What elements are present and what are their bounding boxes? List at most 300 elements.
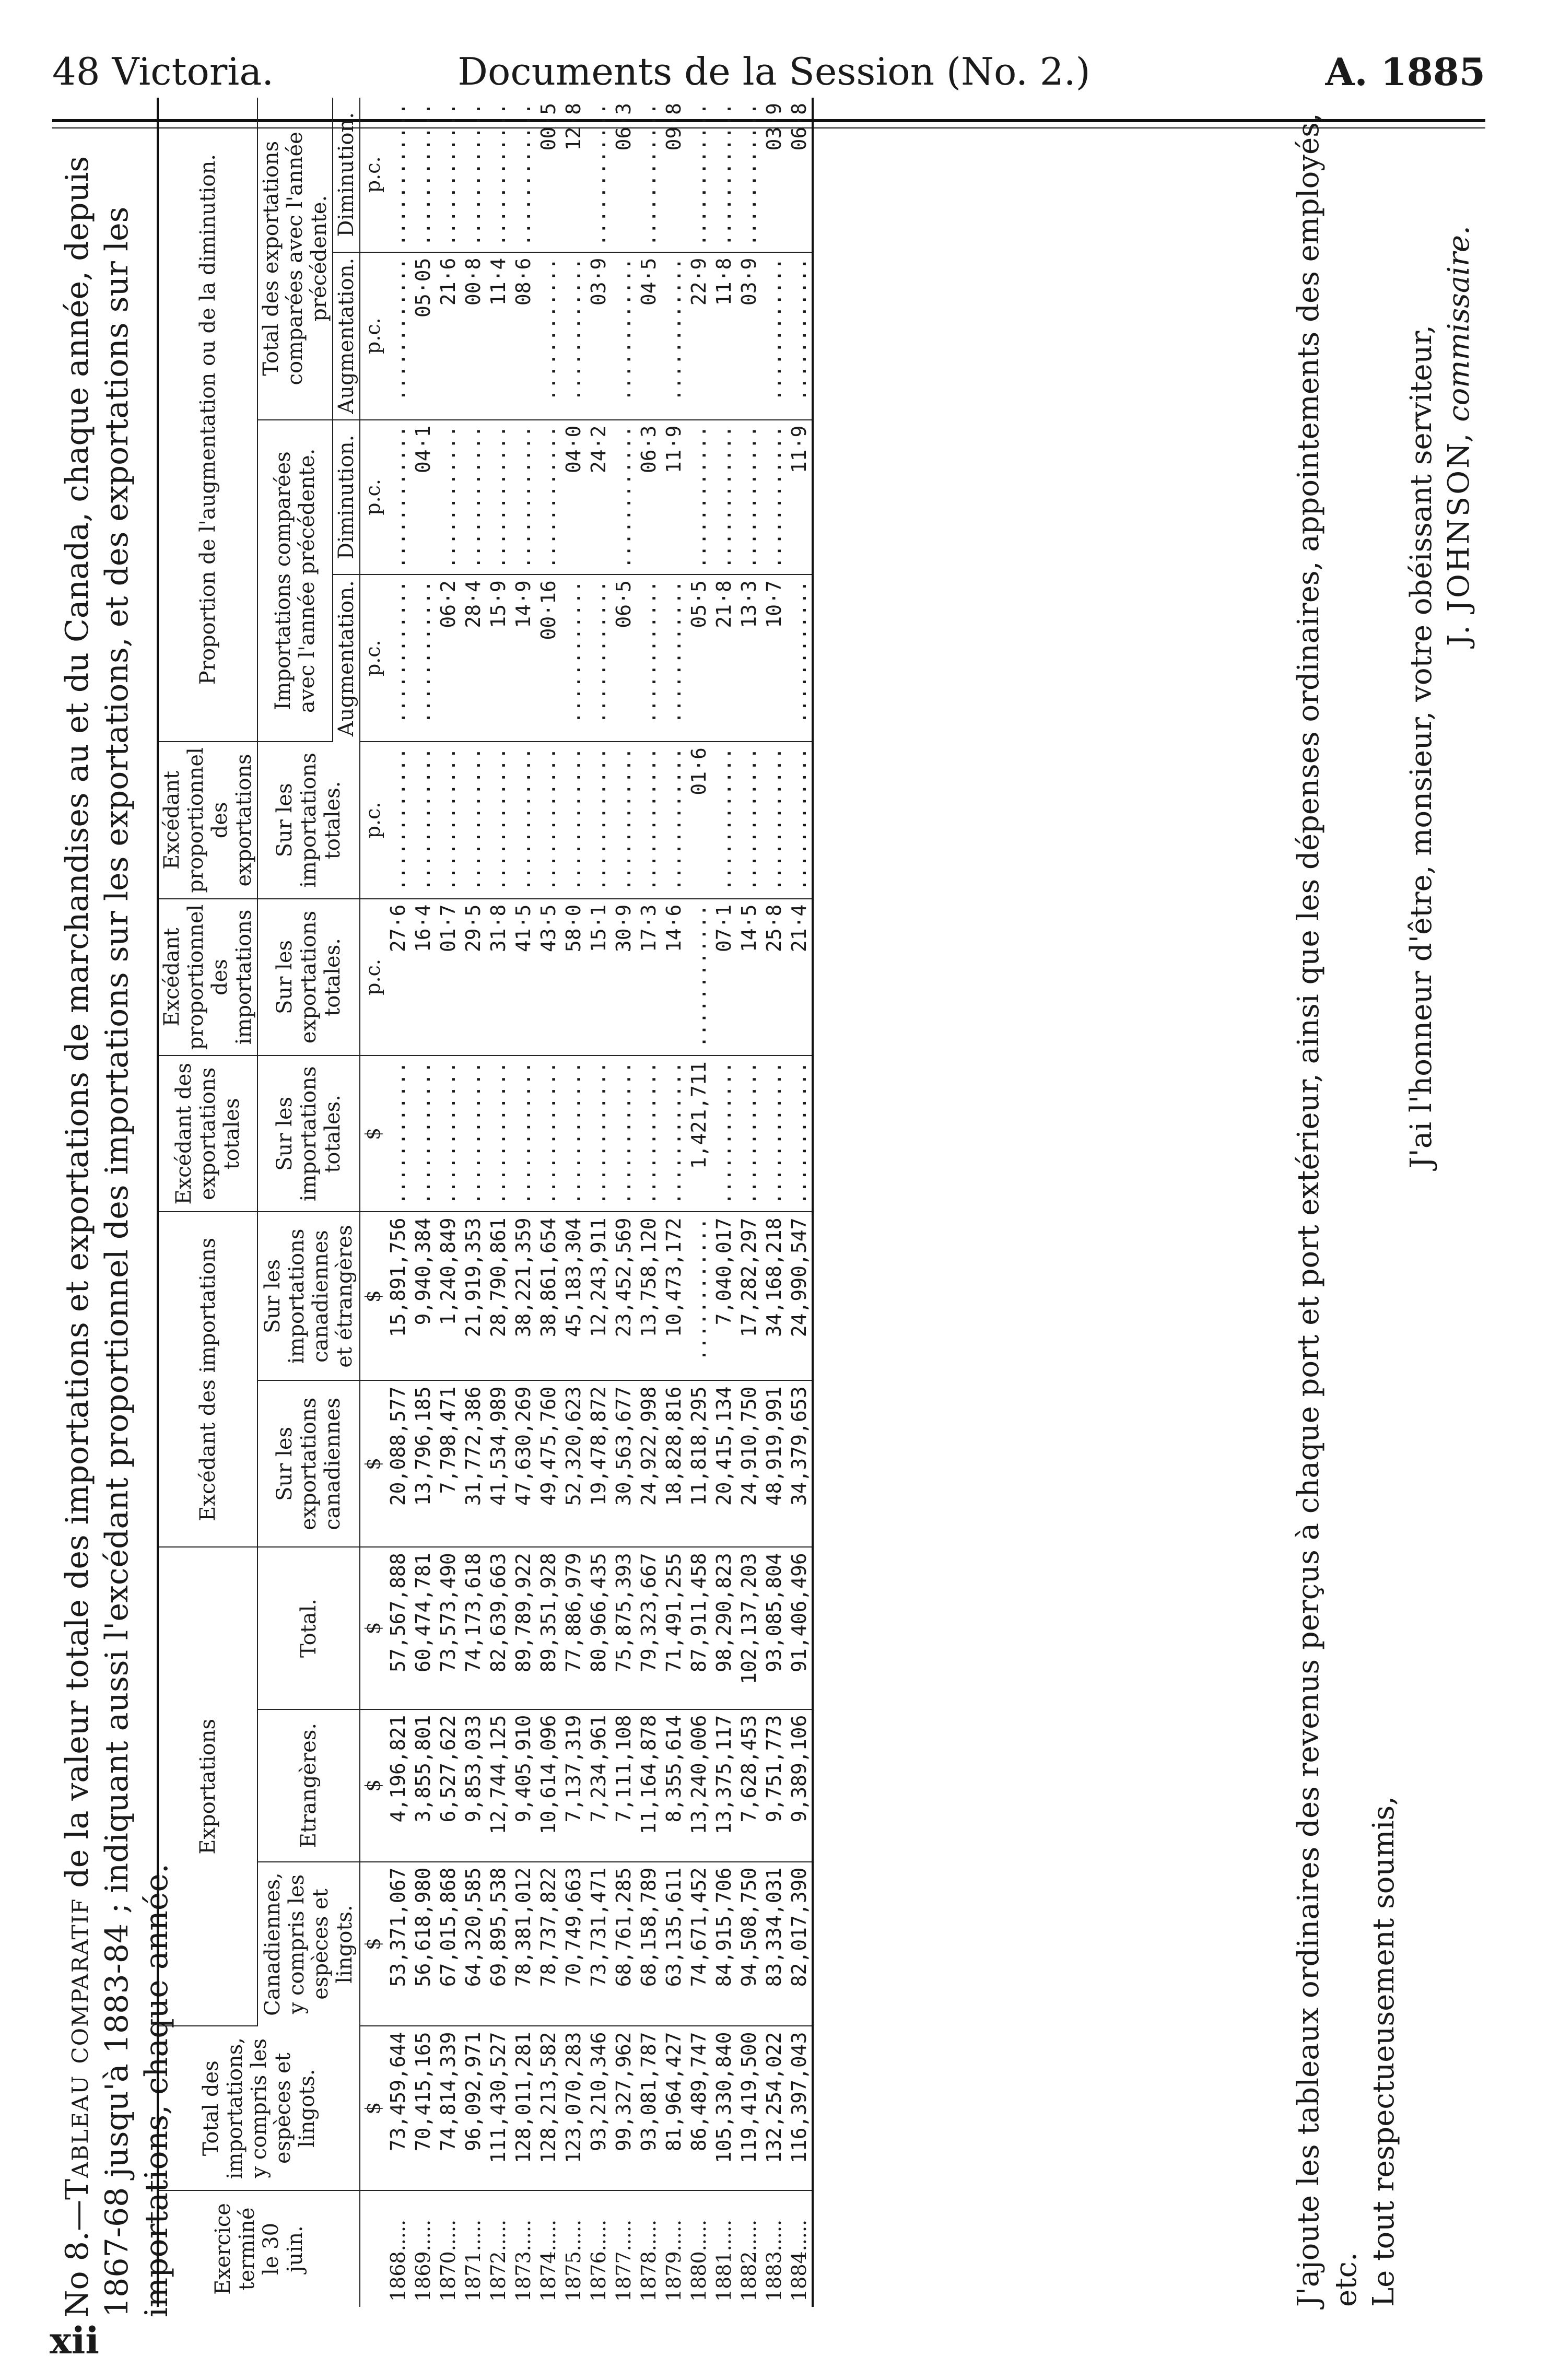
table-row (611, 98, 636, 2307)
value-cell: 82,639,663 (486, 1547, 511, 1709)
value-cell: 99,327,962 (611, 2026, 636, 2190)
table-row (736, 98, 761, 2307)
value-cell: ............ (486, 420, 511, 575)
col-exp-dim-header: Diminution. (333, 98, 360, 252)
value-cell: 04·1 (411, 420, 436, 575)
year-cell: 1877..... (612, 2219, 635, 2302)
title-text: de la valeur totale des importations et exportations de marchandises au et du Canada, chaque année, depuis 1867-68 jusqu'à 1883-84 ; indiquant aussi l'excédant proportionnel des importations sur les exportations, et des exportations sur les importations, chaque année. (59, 156, 175, 2317)
unit-cell: $ (360, 1547, 385, 1709)
value-cell: 7,628,453 (736, 1709, 761, 1862)
value-cell: 111,430,527 (486, 2026, 511, 2190)
col-prop-exports-header: Excédant proportionnel des exportations (158, 742, 257, 899)
value-cell: 06·3 (611, 98, 636, 252)
value-cell: 10·7 (761, 575, 787, 742)
value-cell: 9,751,773 (761, 1709, 787, 1862)
col-exp-aug-header: Augmentation. (333, 252, 360, 420)
year-cell: 1868..... (386, 2219, 409, 2302)
year-cell: 1876..... (587, 2219, 610, 2302)
value-cell: ............ (611, 420, 636, 575)
year-cell: 1881..... (712, 2219, 735, 2302)
value-cell: 41,534,989 (486, 1381, 511, 1547)
value-cell: 17·3 (636, 899, 661, 1056)
value-cell: 71,491,255 (661, 1547, 686, 1709)
value-cell: 29·5 (461, 899, 486, 1056)
col-imp-compared-header: Importations comparées avec l'année précédente. (257, 420, 333, 742)
value-cell: 14·5 (736, 899, 761, 1056)
title-name: Tableau comparatif (59, 1897, 96, 2200)
value-cell: 15·1 (586, 899, 611, 1056)
year-cell: 1878..... (637, 2219, 660, 2302)
value-cell: ............ (385, 252, 411, 420)
value-cell: ............ (436, 1056, 461, 1212)
value-cell: ............ (385, 98, 411, 252)
value-cell: 11,818,295 (686, 1381, 711, 1547)
value-cell: 34,168,218 (761, 1212, 787, 1380)
value-cell: 86,489,747 (686, 2026, 711, 2190)
value-cell: ............ (611, 1056, 636, 1212)
unit-cell: $ (360, 1862, 385, 2026)
value-cell: 24,910,750 (736, 1381, 761, 1547)
unit-cell: p.c. (360, 420, 385, 575)
value-cell: 7,040,017 (711, 1212, 736, 1380)
col-canadian-header: Canadiennes, y compris les espèces et lingots. (257, 1862, 360, 2026)
value-cell: 21·8 (711, 575, 736, 742)
value-cell: 81,964,427 (661, 2026, 686, 2190)
value-cell: ............ (536, 742, 561, 899)
closing-line-3: J'ai l'honneur d'être, monsieur, votre obéissant serviteur, (1404, 324, 1438, 1168)
table-row (411, 98, 436, 2307)
value-cell: 24·2 (586, 420, 611, 575)
value-cell: 80,966,435 (586, 1547, 611, 1709)
value-cell: ............ (511, 742, 536, 899)
value-cell: 78,381,012 (511, 1862, 536, 2026)
value-cell: ............ (461, 1056, 486, 1212)
value-cell: ............ (611, 742, 636, 899)
col-exports-header: Exportations (158, 1547, 257, 2026)
value-cell: 64,320,585 (461, 1862, 486, 2026)
value-cell: 91,406,496 (787, 1547, 813, 1709)
value-cell: 18,828,816 (661, 1381, 686, 1547)
table-row (661, 98, 686, 2307)
comparative-table (157, 98, 814, 2307)
value-cell: 77,886,979 (561, 1547, 586, 1709)
value-cell: ............ (511, 420, 536, 575)
value-cell: 27·6 (385, 899, 411, 1056)
closing-line-1: J'ajoute les tableaux ordinaires des revenus perçus à chaque port et port extérieur, ainsi que les dépenses ordinaires, appointements des employés, etc. (1292, 113, 1363, 2307)
year-cell: 1872..... (487, 2219, 510, 2302)
value-cell: 19,478,872 (586, 1381, 611, 1547)
value-cell: ............ (461, 742, 486, 899)
value-cell: 04·0 (561, 420, 586, 575)
closing-text (1290, 98, 1478, 2307)
signature-title: commissaire. (1442, 226, 1476, 422)
value-cell: 74,671,452 (686, 1862, 711, 2026)
value-cell: 98,290,823 (711, 1547, 736, 1709)
value-cell: 123,070,283 (561, 2026, 586, 2190)
closing-line-2: Le tout respectueusement soumis, (1367, 1796, 1401, 2307)
value-cell: ............ (561, 252, 586, 420)
value-cell: 06·3 (636, 420, 661, 575)
unit-cell: $ (360, 2026, 385, 2190)
value-cell: ............ (411, 742, 436, 899)
value-cell: ............ (611, 252, 636, 420)
value-cell: ............ (686, 1212, 711, 1380)
value-cell: 05·05 (411, 252, 436, 420)
header-year: A. 1885 (1325, 50, 1485, 94)
value-cell: ............ (686, 899, 711, 1056)
value-cell: 63,135,611 (661, 1862, 686, 2026)
value-cell: ............ (761, 1056, 787, 1212)
value-cell: 06·2 (436, 575, 461, 742)
value-cell: ............ (736, 1056, 761, 1212)
value-cell: 13,240,006 (686, 1709, 711, 1862)
col-prop-imp-sub-header: Sur les exportations totales. (257, 899, 360, 1056)
year-cell: 1874..... (537, 2219, 560, 2302)
col-total-imports-header: Total des importations, y compris les espèces et lingots. (158, 2026, 360, 2190)
title-number: No 8.— (59, 2200, 96, 2317)
value-cell: 13,375,117 (711, 1709, 736, 1862)
col-prop-imports-header: Excédant proportionnel des importations (158, 899, 257, 1056)
value-cell: ............ (411, 575, 436, 742)
value-cell: 11·9 (661, 420, 686, 575)
value-cell: 14·9 (511, 575, 536, 742)
value-cell: 11·9 (787, 420, 813, 575)
value-cell: 16·4 (411, 899, 436, 1056)
value-cell: 68,158,789 (636, 1862, 661, 2026)
value-cell: ............ (385, 1056, 411, 1212)
year-cell: 1880..... (687, 2219, 710, 2302)
value-cell: ............ (787, 742, 813, 899)
value-cell: 24,922,998 (636, 1381, 661, 1547)
table-row (561, 98, 586, 2307)
value-cell: ............ (586, 1056, 611, 1212)
header-documents: Documents de la Session (No. 2.) (458, 50, 1090, 93)
value-cell: 87,911,458 (686, 1547, 711, 1709)
value-cell: ............ (661, 575, 686, 742)
value-cell: 70,415,165 (411, 2026, 436, 2190)
value-cell: 13,758,120 (636, 1212, 661, 1380)
unit-cell: $ (360, 1709, 385, 1862)
value-cell: ............ (711, 1056, 736, 1212)
value-cell: ............ (436, 420, 461, 575)
col-total-header: Total. (257, 1547, 360, 1709)
value-cell: ............ (711, 98, 736, 252)
value-cell: ............ (661, 1056, 686, 1212)
year-cell: 1869..... (412, 2219, 435, 2302)
value-cell: ............ (486, 1056, 511, 1212)
value-cell: 75,875,393 (611, 1547, 636, 1709)
value-cell: ............ (561, 575, 586, 742)
value-cell: ............ (787, 1056, 813, 1212)
year-cell: 1883..... (763, 2219, 785, 2302)
table-row (711, 98, 736, 2307)
value-cell: 93,210,346 (586, 2026, 611, 2190)
value-cell: 52,320,623 (561, 1381, 586, 1547)
value-cell: 119,419,500 (736, 2026, 761, 2190)
value-cell: 57,567,888 (385, 1547, 411, 1709)
value-cell: ............ (561, 742, 586, 899)
value-cell: ............ (511, 98, 536, 252)
value-cell: 53,371,067 (385, 1862, 411, 2026)
value-cell: ............ (736, 742, 761, 899)
value-cell: ............ (586, 742, 611, 899)
value-cell: 13,796,185 (411, 1381, 436, 1547)
unit-cell: p.c. (360, 575, 385, 742)
value-cell: 28·4 (461, 575, 486, 742)
value-cell: 105,330,840 (711, 2026, 736, 2190)
value-cell: ............ (711, 742, 736, 899)
value-cell: 20,088,577 (385, 1381, 411, 1547)
value-cell: ............ (385, 742, 411, 899)
value-cell: 58·0 (561, 899, 586, 1056)
value-cell: ............ (461, 420, 486, 575)
value-cell: 60,474,781 (411, 1547, 436, 1709)
value-cell: ............ (536, 252, 561, 420)
value-cell: ............ (736, 420, 761, 575)
table-row (461, 98, 486, 2307)
col-excess-exports-header: Excédant des exportations totales (158, 1056, 257, 1212)
value-cell: 23,452,569 (611, 1212, 636, 1380)
value-cell: ............ (411, 98, 436, 252)
value-cell: 128,213,582 (536, 2026, 561, 2190)
value-cell: ............ (436, 98, 461, 252)
value-cell: 10,614,096 (536, 1709, 561, 1862)
value-cell: 11·8 (711, 252, 736, 420)
value-cell: 68,761,285 (611, 1862, 636, 2026)
value-cell: 67,015,868 (436, 1862, 461, 2026)
value-cell: 00·5 (536, 98, 561, 252)
value-cell: 4,196,821 (385, 1709, 411, 1862)
value-cell: ............ (586, 575, 611, 742)
value-cell: 21·4 (787, 899, 813, 1056)
value-cell: 7,234,961 (586, 1709, 611, 1862)
header-session: 48 Victoria. (52, 50, 274, 93)
value-cell: 06·5 (611, 575, 636, 742)
value-cell: 7,798,471 (436, 1381, 461, 1547)
year-cell: 1875..... (562, 2219, 585, 2302)
value-cell: 9,389,106 (787, 1709, 813, 1862)
value-cell: 17,282,297 (736, 1212, 761, 1380)
value-cell: 73,731,471 (586, 1862, 611, 2026)
value-cell: ............ (536, 420, 561, 575)
value-cell: 89,789,922 (511, 1547, 536, 1709)
value-cell: 132,254,022 (761, 2026, 787, 2190)
value-cell: 12,744,125 (486, 1709, 511, 1862)
value-cell: ............ (436, 742, 461, 899)
col-foreign-header: Etrangères. (257, 1709, 360, 1862)
value-cell: ............ (385, 575, 411, 742)
value-cell: ............ (636, 98, 661, 252)
value-cell: 8,355,614 (661, 1709, 686, 1862)
value-cell: ............ (461, 98, 486, 252)
value-cell: 21·6 (436, 252, 461, 420)
value-cell: ............ (636, 1056, 661, 1212)
value-cell: 96,092,971 (461, 2026, 486, 2190)
value-cell: ............ (511, 1056, 536, 1212)
unit-cell: p.c. (360, 899, 385, 1056)
table-body (360, 98, 813, 2307)
table-row (686, 98, 711, 2307)
value-cell: 7,137,319 (561, 1709, 586, 1862)
signature-name: J. JOHNSON, (1442, 431, 1476, 646)
value-cell: ............ (411, 1056, 436, 1212)
value-cell: 11·4 (486, 252, 511, 420)
year-cell: 1871..... (462, 2219, 485, 2302)
value-cell: 25·8 (761, 899, 787, 1056)
value-cell: 116,397,043 (787, 2026, 813, 2190)
value-cell: 08·6 (511, 252, 536, 420)
value-cell: 00·16 (536, 575, 561, 742)
value-cell: 7,111,108 (611, 1709, 636, 1862)
year-cell: 1870..... (437, 2219, 460, 2302)
value-cell: 6,527,622 (436, 1709, 461, 1862)
table-row (436, 98, 461, 2307)
col-ex-tot-imp-header: Sur les importations totales. (257, 1056, 360, 1212)
col-proportion-header: Proportion de l'augmentation ou de la diminution. (158, 98, 257, 742)
table-row (486, 98, 511, 2307)
value-cell: 78,737,822 (536, 1862, 561, 2026)
table-row (636, 98, 661, 2307)
value-cell: 21,919,353 (461, 1212, 486, 1380)
col-imp-dim-header: Diminution. (333, 420, 360, 575)
value-cell: 74,173,618 (461, 1547, 486, 1709)
value-cell: 22·9 (686, 252, 711, 420)
value-cell: 48,919,991 (761, 1381, 787, 1547)
value-cell: 38,221,359 (511, 1212, 536, 1380)
value-cell: 04·5 (636, 252, 661, 420)
value-cell: ............ (711, 420, 736, 575)
value-cell: 03·9 (736, 252, 761, 420)
value-cell: 9,853,033 (461, 1709, 486, 1862)
value-cell: 83,334,031 (761, 1862, 787, 2026)
value-cell: 93,085,804 (761, 1547, 787, 1709)
value-cell: 15,891,756 (385, 1212, 411, 1380)
value-cell: ............ (686, 420, 711, 575)
value-cell: ............ (787, 252, 813, 420)
value-cell: 9,940,384 (411, 1212, 436, 1380)
value-cell: 84,915,706 (711, 1862, 736, 2026)
value-cell: 73,573,490 (436, 1547, 461, 1709)
value-cell: 03·9 (761, 98, 787, 252)
col-prop-exp-sub-header: Sur les importations totales. (257, 742, 360, 899)
value-cell: 128,011,281 (511, 2026, 536, 2190)
value-cell: 47,630,269 (511, 1381, 536, 1547)
col-imp-aug-header: Augmentation. (333, 575, 360, 742)
value-cell: 30,563,677 (611, 1381, 636, 1547)
signature-block (1440, 98, 1478, 2307)
value-cell: 31·8 (486, 899, 511, 1056)
value-cell: 34,379,653 (787, 1381, 813, 1547)
table-row (761, 98, 787, 2307)
col-ex-can-for-header: Sur les importations canadiennes et étrangères (257, 1212, 360, 1380)
page-number: xii (50, 2319, 99, 2362)
unit-cell: $ (360, 1381, 385, 1547)
value-cell: 01·6 (686, 742, 711, 899)
value-cell: ............ (536, 1056, 561, 1212)
value-cell: 11,164,878 (636, 1709, 661, 1862)
value-cell: 38,861,654 (536, 1212, 561, 1380)
value-cell: 06·8 (787, 98, 813, 252)
value-cell: ............ (586, 98, 611, 252)
value-cell: ............ (636, 742, 661, 899)
value-cell: 82,017,390 (787, 1862, 813, 2026)
value-cell: 10,473,172 (661, 1212, 686, 1380)
value-cell: 43·5 (536, 899, 561, 1056)
value-cell: 03·9 (586, 252, 611, 420)
table-row (536, 98, 561, 2307)
value-cell: 3,855,801 (411, 1709, 436, 1862)
value-cell: 1,421,711 (686, 1056, 711, 1212)
value-cell: ............ (761, 252, 787, 420)
units-row (360, 98, 385, 2307)
value-cell: 9,405,910 (511, 1709, 536, 1862)
value-cell: 15·9 (486, 575, 511, 742)
value-cell: ............ (787, 575, 813, 742)
unit-cell (360, 2190, 385, 2307)
unit-cell: p.c. (360, 252, 385, 420)
value-cell: 14·6 (661, 899, 686, 1056)
value-cell: 89,351,928 (536, 1547, 561, 1709)
value-cell: ............ (661, 742, 686, 899)
value-cell: ............ (486, 98, 511, 252)
year-cell: 1873..... (512, 2219, 535, 2302)
value-cell: 45,183,304 (561, 1212, 586, 1380)
value-cell: ............ (736, 98, 761, 252)
col-year-header: Exercice terminé le 30 juin. (158, 2190, 360, 2307)
value-cell: 12,243,911 (586, 1212, 611, 1380)
value-cell: 24,990,547 (787, 1212, 813, 1380)
col-ex-can-header: Sur les exportations canadiennes (257, 1381, 360, 1547)
value-cell: 20,415,134 (711, 1381, 736, 1547)
value-cell: 73,459,644 (385, 2026, 411, 2190)
value-cell: ............ (636, 575, 661, 742)
value-cell: 07·1 (711, 899, 736, 1056)
table-row (511, 98, 536, 2307)
table-row (586, 98, 611, 2307)
value-cell: 30·9 (611, 899, 636, 1056)
value-cell: 41·5 (511, 899, 536, 1056)
value-cell: 79,323,667 (636, 1547, 661, 1709)
value-cell: 70,749,663 (561, 1862, 586, 2026)
value-cell: 69,895,538 (486, 1862, 511, 2026)
value-cell: 49,475,760 (536, 1381, 561, 1547)
value-cell: 102,137,203 (736, 1547, 761, 1709)
value-cell: 74,814,339 (436, 2026, 461, 2190)
value-cell: 31,772,386 (461, 1381, 486, 1547)
value-cell: ............ (385, 420, 411, 575)
value-cell: 05·5 (686, 575, 711, 742)
year-cell: 1882..... (737, 2219, 760, 2302)
col-exp-compared-header: Total des exportations comparées avec l'année précédente. (257, 98, 333, 420)
table-row (385, 98, 411, 2307)
unit-cell: $ (360, 1056, 385, 1212)
year-cell: 1879..... (662, 2219, 685, 2302)
value-cell: ............ (761, 420, 787, 575)
value-cell: 09·8 (661, 98, 686, 252)
value-cell: ............ (661, 252, 686, 420)
value-cell: ............ (486, 742, 511, 899)
value-cell: ............ (561, 1056, 586, 1212)
value-cell: ............ (761, 742, 787, 899)
value-cell: 12·8 (561, 98, 586, 252)
value-cell: 93,081,787 (636, 2026, 661, 2190)
value-cell: 28,790,861 (486, 1212, 511, 1380)
value-cell: 1,240,849 (436, 1212, 461, 1380)
value-cell: 13·3 (736, 575, 761, 742)
value-cell: 01·7 (436, 899, 461, 1056)
table-row (787, 98, 813, 2307)
value-cell: 00·8 (461, 252, 486, 420)
